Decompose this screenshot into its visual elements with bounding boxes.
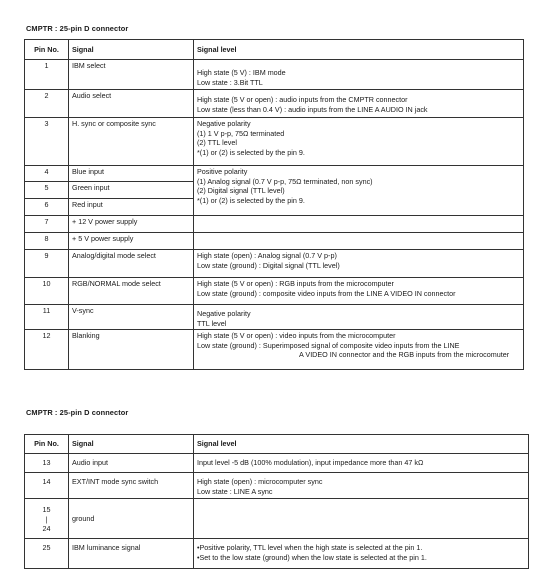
- header-pin-no: Pin No.: [25, 40, 69, 60]
- signal-name: Audio select: [69, 90, 194, 118]
- signal-name: Green input: [69, 182, 194, 199]
- table-row: [25, 166, 524, 182]
- pin-number: 1: [25, 60, 69, 90]
- signal-level: [194, 499, 529, 539]
- pin-number: 12: [25, 330, 69, 370]
- table-header-row: [25, 435, 529, 454]
- signal-name: IBM luminance signal: [69, 539, 194, 569]
- table-row: [25, 233, 524, 250]
- signal-level: High state (5 V) : IBM mode Low state : 3.Bit TTL: [194, 60, 524, 90]
- signal-level: Negative polarity TTL level: [194, 305, 524, 330]
- signal-level: Positive polarity (1) Analog signal (0.7 V p-p, 75Ω terminated, non sync) (2) Digital signal (TTL level) *(1) or (2) is selected by the pin 9.: [194, 166, 524, 216]
- signal-name: ground: [69, 499, 194, 539]
- pin-table-2: [24, 434, 529, 569]
- table-row: [25, 90, 524, 118]
- pin-number: 6: [25, 199, 69, 216]
- signal-name: + 5 V power supply: [69, 233, 194, 250]
- signal-level: High state (open) : microcomputer sync Low state : LINE A sync: [194, 473, 529, 499]
- signal-name: Blanking: [69, 330, 194, 370]
- table-row: [25, 250, 524, 278]
- pin-number: 9: [25, 250, 69, 278]
- signal-name: RGB/NORMAL mode select: [69, 278, 194, 305]
- table-row: [25, 473, 529, 499]
- pin-number: 14: [25, 473, 69, 499]
- signal-name: IBM select: [69, 60, 194, 90]
- table-row: [25, 305, 524, 330]
- table-row: [25, 330, 524, 370]
- header-signal-level: Signal level: [194, 40, 524, 60]
- signal-name: Analog/digital mode select: [69, 250, 194, 278]
- pin-number: 2: [25, 90, 69, 118]
- pin-range: 15 | 24: [25, 499, 69, 539]
- pin-number: 8: [25, 233, 69, 250]
- pin-number: 4: [25, 166, 69, 182]
- header-pin-no: Pin No.: [25, 435, 69, 454]
- table-row: [25, 454, 529, 473]
- header-signal-level: Signal level: [194, 435, 529, 454]
- signal-name: Blue input: [69, 166, 194, 182]
- table-row: [25, 118, 524, 166]
- signal-level: Input level -5 dB (100% modulation), input impedance more than 47 kΩ: [194, 454, 529, 473]
- pin-table-1: [24, 39, 524, 370]
- signal-level: High state (5 V or open) : video inputs from the microcomputer Low state (ground) : Superimposed signal of composite video inputs from the LINE A VIDEO IN connector and the RGB inputs from the microcomuter: [194, 330, 524, 370]
- signal-name: H. sync or composite sync: [69, 118, 194, 166]
- table-row: [25, 60, 524, 90]
- table-row: [25, 539, 529, 569]
- signal-name: EXT/INT mode sync switch: [69, 473, 194, 499]
- table-row: [25, 499, 529, 539]
- signal-name: Audio input: [69, 454, 194, 473]
- header-signal: Signal: [69, 40, 194, 60]
- section-title-1: CMPTR : 25-pin D connector: [26, 24, 129, 33]
- pin-number: 5: [25, 182, 69, 199]
- signal-level: •Positive polarity, TTL level when the high state is selected at the pin 1. •Set to the low state (ground) when the low state is selected at the pin 1.: [194, 539, 529, 569]
- table-row: [25, 278, 524, 305]
- signal-name: Red input: [69, 199, 194, 216]
- table-header-row: [25, 40, 524, 60]
- pin-number: 10: [25, 278, 69, 305]
- pin-number: 11: [25, 305, 69, 330]
- pin-number: 3: [25, 118, 69, 166]
- signal-level: High state (open) : Analog signal (0.7 V p-p) Low state (ground) : Digital signal (TTL level): [194, 250, 524, 278]
- pin-number: 25: [25, 539, 69, 569]
- pin-number: 7: [25, 216, 69, 233]
- header-signal: Signal: [69, 435, 194, 454]
- pin-number: 13: [25, 454, 69, 473]
- signal-name: V-sync: [69, 305, 194, 330]
- table-row: [25, 216, 524, 233]
- signal-level: [194, 216, 524, 233]
- signal-level: High state (5 V or open) : RGB inputs from the microcomputer Low state (ground) : composite video inputs from the LINE A VIDEO IN connector: [194, 278, 524, 305]
- signal-level: High state (5 V or open) : audio inputs from the CMPTR connector Low state (less than 0.4 V) : audio inputs from the LINE A AUDIO IN jack: [194, 90, 524, 118]
- signal-level: [194, 233, 524, 250]
- section-title-2: CMPTR : 25-pin D connector: [26, 408, 129, 417]
- signal-level: Negative polarity (1) 1 V p-p, 75Ω terminated (2) TTL level *(1) or (2) is selected by the pin 9.: [194, 118, 524, 166]
- signal-name: + 12 V power supply: [69, 216, 194, 233]
